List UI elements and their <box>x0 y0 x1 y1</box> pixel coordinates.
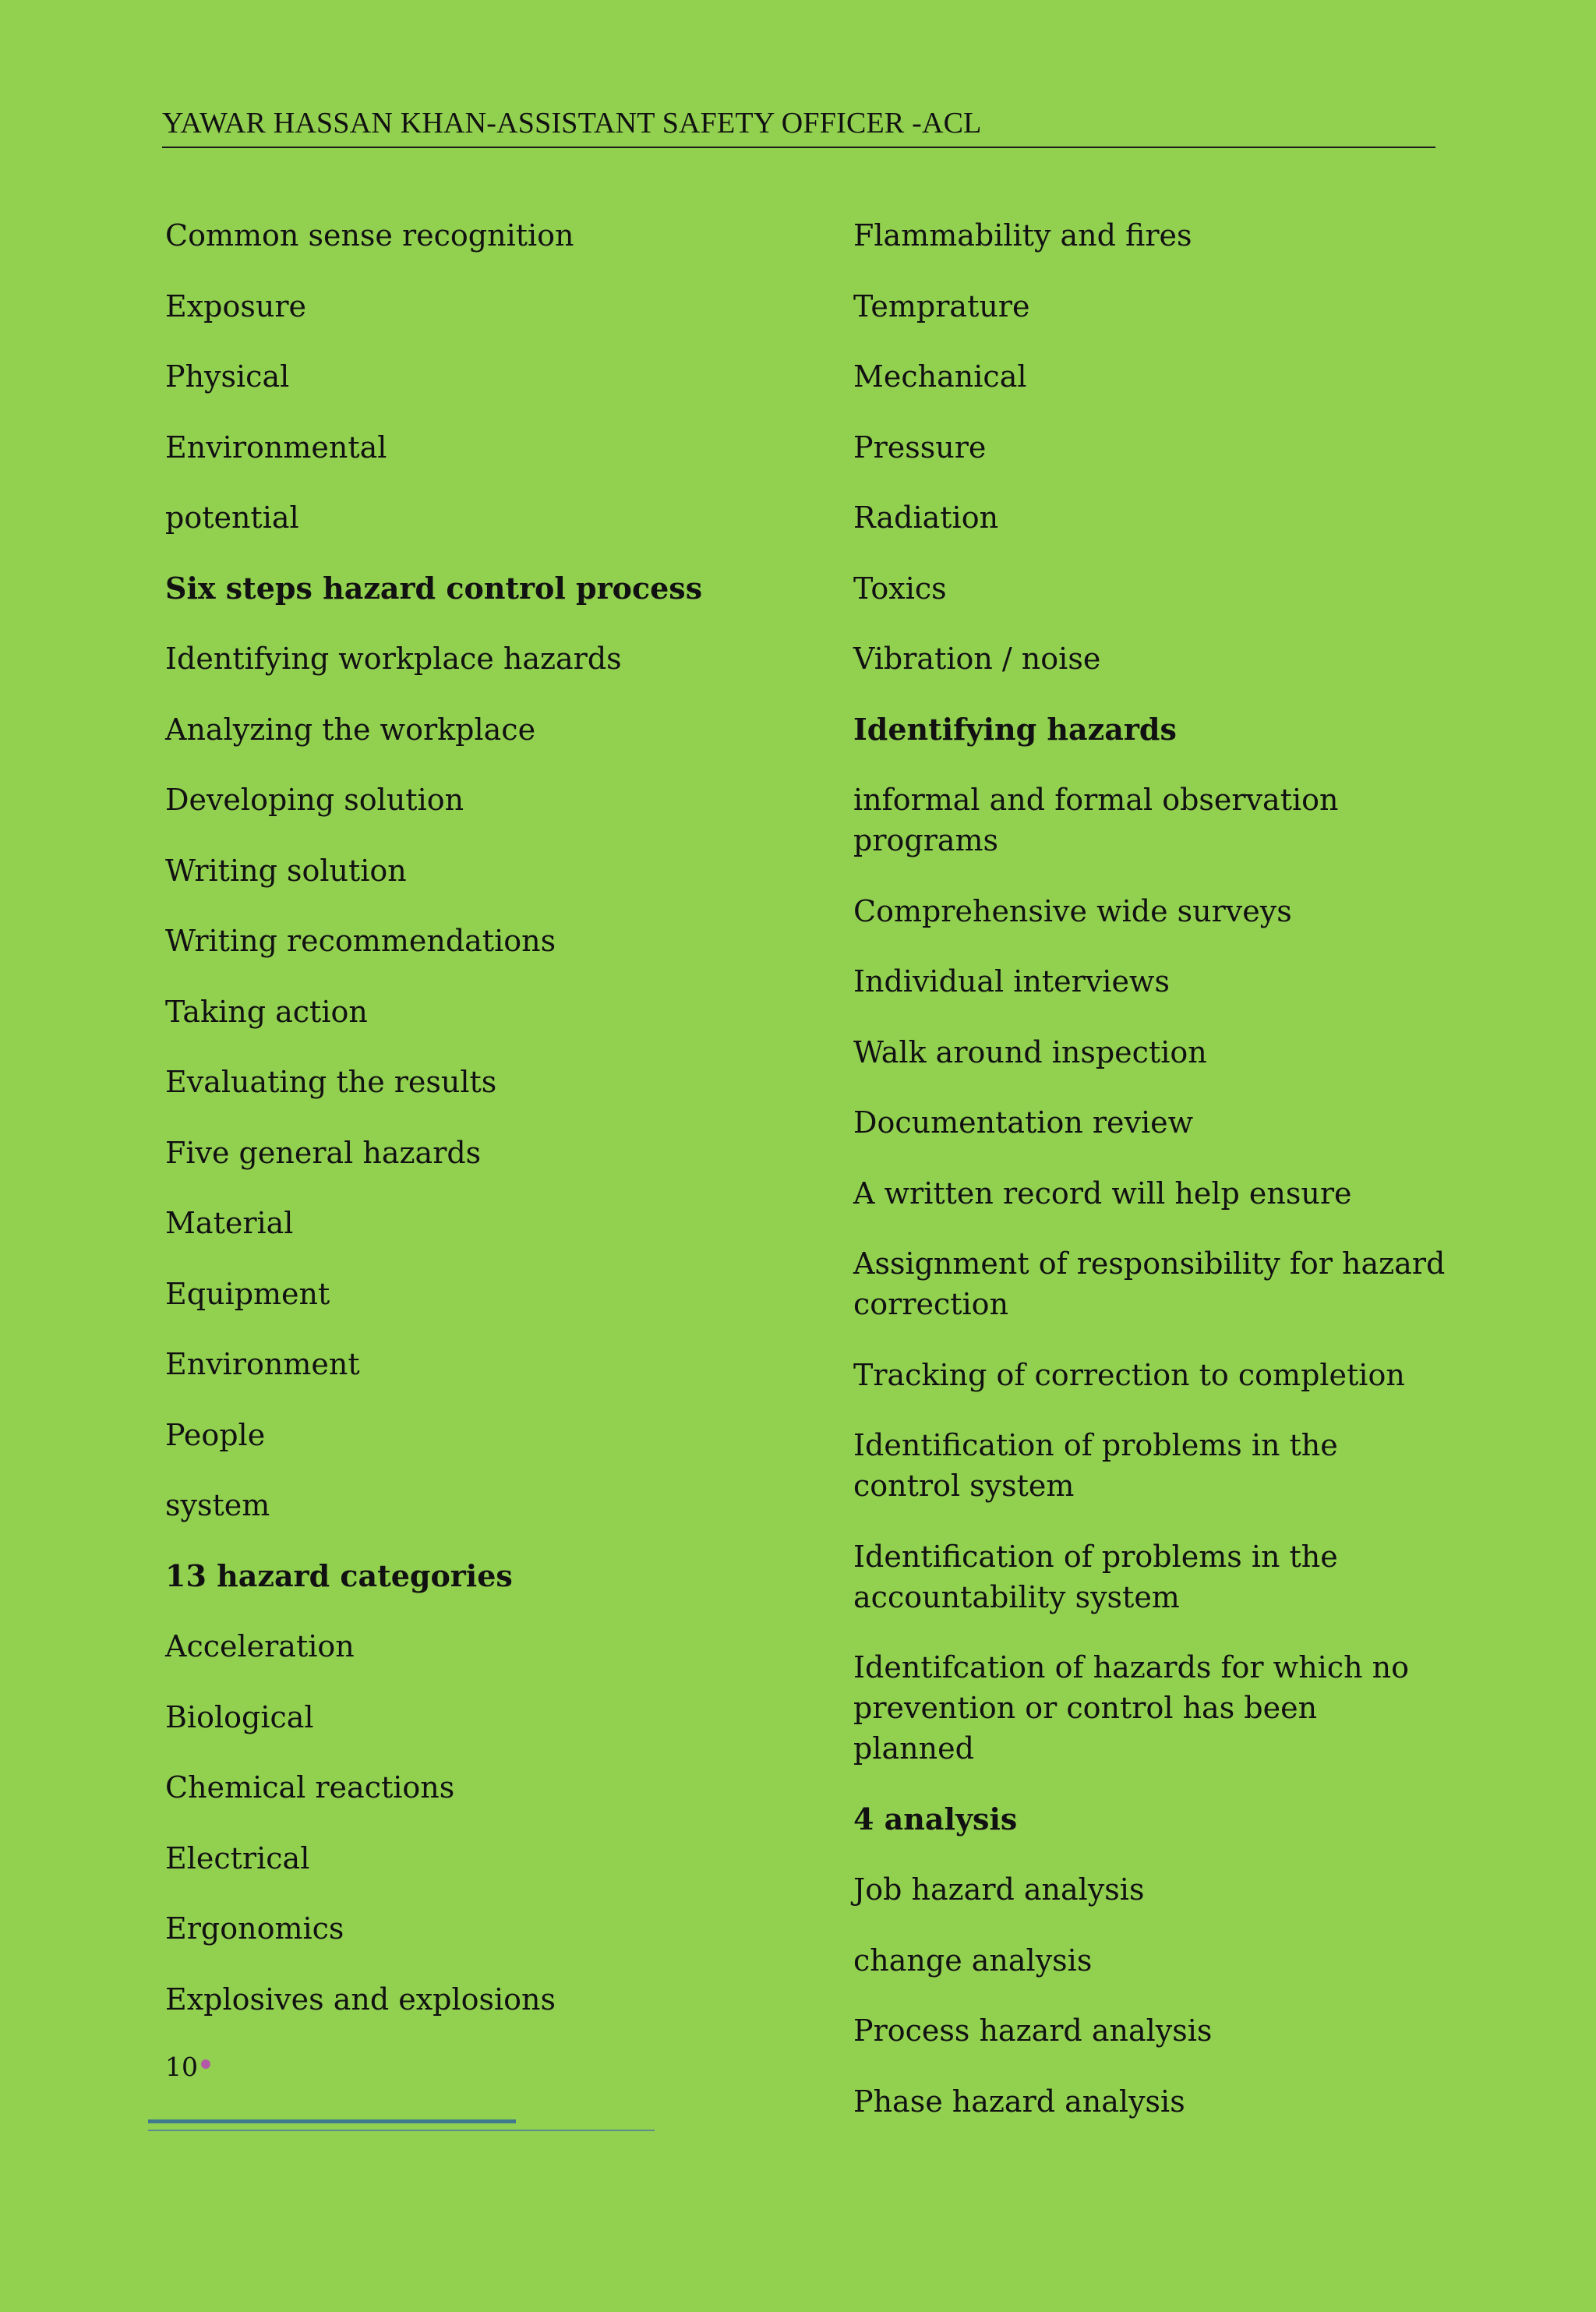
list-item: Taking action <box>165 994 368 1029</box>
list-item: Equipment <box>165 1276 330 1311</box>
list-item: Writing recommendations <box>165 924 556 958</box>
section-heading: Identifying hazards <box>853 711 1177 747</box>
list-item: Temprature <box>853 288 1030 323</box>
list-item: Exposure <box>165 288 307 323</box>
list-item: Identifcation of hazards for which no prevention or control has been planned <box>853 1650 1410 1766</box>
list-item: Job hazard analysis <box>853 1872 1145 1907</box>
list-item: informal and formal observation programs <box>853 783 1339 857</box>
list-item: Comprehensive wide surveys <box>853 893 1292 928</box>
list-item: Material <box>165 1206 294 1240</box>
list-item: Identification of problems in the control system <box>853 1428 1338 1503</box>
list-item: Writing solution <box>165 853 407 888</box>
list-item: Toxics <box>853 571 947 606</box>
list-item: Flammability and fires <box>853 218 1192 253</box>
list-item: Environment <box>165 1347 360 1381</box>
list-item: Five general hazards <box>165 1135 482 1170</box>
list-item: Ergonomics <box>165 1911 344 1946</box>
list-item: Electrical <box>165 1840 310 1875</box>
list-item: system <box>165 1488 270 1522</box>
left-column <box>165 215 820 2049</box>
list-item: Acceleration <box>165 1629 355 1663</box>
list-item: Common sense recognition <box>165 218 574 253</box>
list-item: Tracking of correction to completion <box>853 1357 1405 1392</box>
list-item: Individual interviews <box>853 964 1170 999</box>
list-item: Developing solution <box>165 783 464 817</box>
list-item: Mechanical <box>853 359 1027 394</box>
header-title: YAWAR HASSAN KHAN-ASSISTANT SAFETY OFFICER -ACL <box>162 107 982 140</box>
section-heading: 13 hazard categories <box>165 1557 513 1593</box>
page-number-text: 10 <box>165 2052 198 2082</box>
page-dot-icon <box>201 2059 210 2069</box>
list-item: Process hazard analysis <box>853 2013 1213 2048</box>
list-item: Environmental <box>165 430 387 465</box>
list-item: change analysis <box>853 1943 1093 1978</box>
list-item: potential <box>165 500 299 535</box>
list-item: Assignment of responsibility for hazard correction <box>853 1246 1446 1321</box>
list-item: Identification of problems in the accountability system <box>853 1539 1338 1614</box>
list-item: Pressure <box>853 430 987 465</box>
list-item: Evaluating the results <box>165 1065 497 1099</box>
list-item: Identifying workplace hazards <box>165 642 622 676</box>
section-heading: Six steps hazard control process <box>165 570 703 606</box>
right-column <box>853 215 1446 2151</box>
list-item: People <box>165 1417 266 1452</box>
list-item: A written record will help ensure <box>853 1175 1352 1211</box>
list-item: Vibration / noise <box>853 642 1101 676</box>
footer-accent-line <box>148 2119 516 2123</box>
list-item: Radiation <box>853 500 999 535</box>
list-item: Documentation review <box>853 1105 1194 1140</box>
list-item: Walk around inspection <box>853 1034 1207 1069</box>
list-item: Analyzing the workplace <box>165 712 536 747</box>
list-item: Physical <box>165 359 290 394</box>
list-item: Biological <box>165 1699 314 1734</box>
footer-divider-line <box>148 2130 655 2131</box>
list-item: Explosives and explosions <box>165 1981 556 2017</box>
section-heading: 4 analysis <box>853 1801 1018 1837</box>
page-header <box>162 108 1435 148</box>
list-item: Phase hazard analysis <box>853 2084 1185 2119</box>
list-item: Chemical reactions <box>165 1770 455 1805</box>
page-number <box>165 2050 210 2084</box>
